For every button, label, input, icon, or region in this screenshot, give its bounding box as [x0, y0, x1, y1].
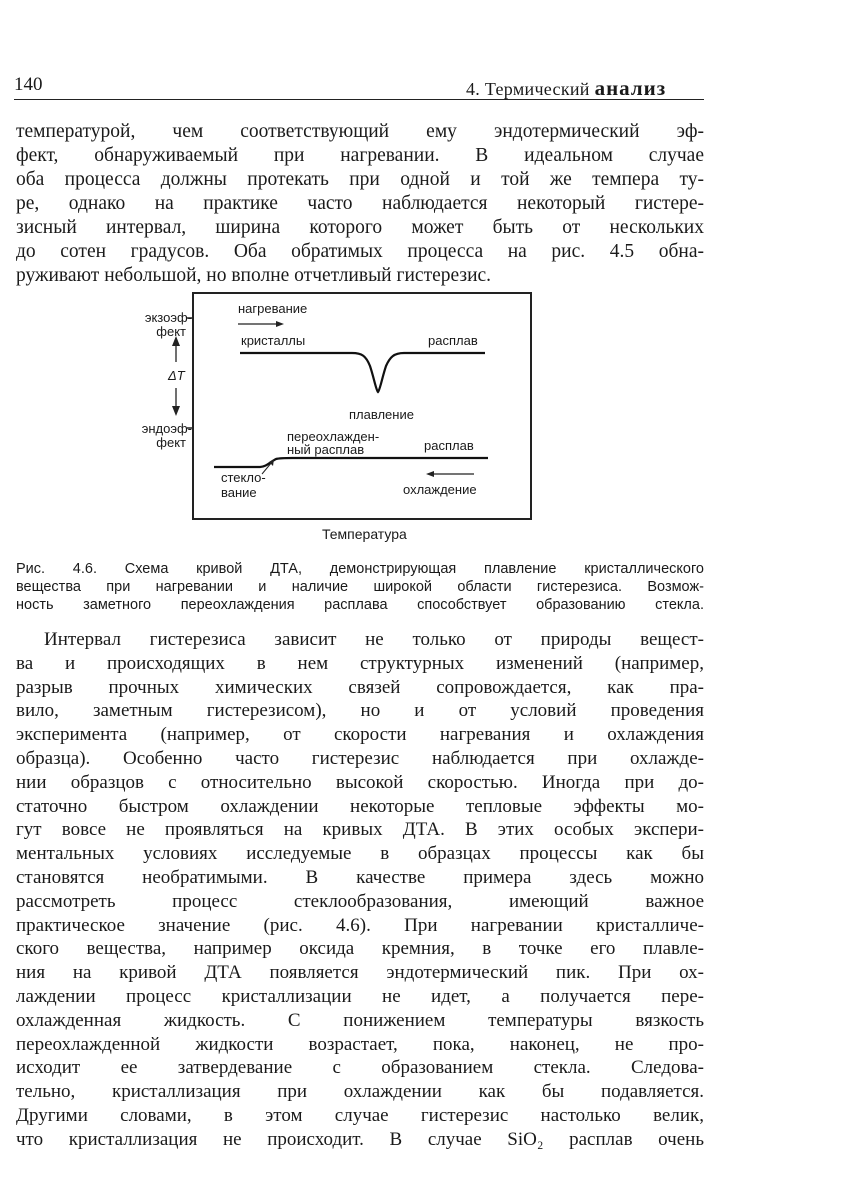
cooling-arrow-head — [426, 471, 434, 477]
endo-effect-label — [140, 422, 192, 450]
text-line: ментальных условиях исследуемые в образцах процессы как бы — [16, 843, 704, 865]
caption-line: Рис. 4.6. Схема кривой ДТА, демонстрирующая плавление кристаллического — [16, 561, 704, 577]
cooling-curve — [214, 458, 488, 467]
exo-label-line: фект — [156, 324, 186, 339]
text-line: температурой, чем соответствующий ему эндотермический эф- — [16, 121, 704, 142]
text-line: охлажденная жидкость. С понижением температуры вязкость — [16, 1009, 704, 1031]
text-line: фект, обнаруживаемый при нагревании. В идеальном случае — [16, 145, 704, 166]
heating-label: нагревание — [238, 301, 308, 316]
text-line: руживают небольшой, но вполне отчетливый гистерезис. — [16, 265, 492, 286]
caption-line: ность заметного переохлаждения расплава способствует образованию стекла. — [16, 597, 704, 613]
text-line: зисный интервал, ширина которого может быть от нескольких — [16, 217, 704, 238]
cooling-label: охлаждение — [403, 482, 477, 497]
text-line: исходит ее затвердевание с образованием стекла. Следова- — [16, 1057, 704, 1079]
chapter-title: 4. Термический — [466, 79, 590, 99]
melt-top-label: расплав — [428, 333, 478, 348]
glass-label-line: стекло- — [221, 470, 266, 485]
chapter-title-tail: анализ — [594, 76, 667, 100]
paragraph-main — [16, 628, 704, 1152]
text-line: ва и происходящих в нем структурных изменений (например, — [16, 652, 704, 674]
text-line: образца). Особенно часто гистерезис наблюдается при охлажде- — [16, 747, 704, 769]
supercooled-label-line: переохлажден- — [287, 429, 380, 444]
text-line: оба процесса должны протекать при одной и той же темпера ту- — [16, 169, 704, 190]
text-line: практическое значение (рис. 4.6). При нагревании кристалличе- — [16, 914, 704, 936]
text-line: тельно, кристаллизация при охлаждении как бы подавляется. — [16, 1081, 704, 1103]
exo-effect-label — [140, 311, 192, 339]
text-line: нии образцов с относительно высокой скоростью. Иногда при до- — [16, 771, 704, 793]
exo-label-line: экзоэф- — [144, 310, 192, 325]
endo-label-line: фект — [156, 435, 186, 450]
text-line: ре, однако на практике часто наблюдается некоторый гистере- — [16, 193, 704, 214]
melting-label: плавление — [349, 407, 414, 422]
text-line: лаждении процесс кристаллизации не идет, а получается пере- — [16, 985, 704, 1007]
delta-t-label: ΔT — [168, 368, 185, 383]
endo-label-line: эндоэф- — [141, 421, 192, 436]
endo-arrow-head — [172, 406, 180, 416]
crystals-label: кристаллы — [241, 333, 306, 348]
text-line: разрыв прочных химических связей сопровождается, как пра- — [16, 676, 704, 698]
text-line: вило, заметным гистерезисом), но и от условий проведения — [16, 700, 704, 722]
text-line: гут вовсе не проявляться на кривых ДТА. В этих особых экспери- — [16, 819, 704, 841]
text-line: ского вещества, например оксида кремния, в точке его плавле- — [16, 938, 704, 960]
text-line: до сотен градусов. Оба обратимых процесса на рис. 4.5 обна- — [16, 241, 704, 262]
page-number: 140 — [14, 74, 43, 95]
supercooled-melt-label — [287, 430, 379, 456]
figure-caption — [16, 560, 704, 614]
melt-bottom-label: расплав — [424, 438, 474, 453]
text-line: эксперимента (например, от скорости нагревания и охлаждения — [16, 724, 704, 746]
temperature-axis-label: Температура — [322, 526, 407, 542]
glass-transition-label — [221, 470, 266, 500]
text-line: что кристаллизация не происходит. В случае SiO₂ расплав очень — [16, 1128, 704, 1150]
text-line: Интервал гистерезиса зависит не только от природы вещест- — [44, 629, 704, 650]
text-line: Другими словами, в этом случае гистерезис настолько велик, — [16, 1104, 704, 1126]
text-line: статочно быстром охлаждении некоторые тепловые эффекты мо- — [16, 795, 704, 817]
heating-curve — [240, 353, 485, 392]
caption-line: вещества при нагревании и наличие широкой области гистерезиса. Возмож- — [16, 579, 704, 595]
text-line: ния на кривой ДТА появляется эндотермический пик. При ох- — [16, 962, 704, 984]
supercooled-label-line: ный расплав — [287, 442, 365, 457]
text-line: переохлажденной жидкости возрастает, пока, наконец, не про- — [16, 1033, 704, 1055]
text-line: становятся необратимыми. В качестве примера здесь можно — [16, 866, 704, 888]
text-line: рассмотреть процесс стеклообразования, имеющий важное — [16, 890, 704, 912]
glass-label-line: вание — [221, 485, 257, 500]
heating-arrow-head — [276, 321, 284, 327]
